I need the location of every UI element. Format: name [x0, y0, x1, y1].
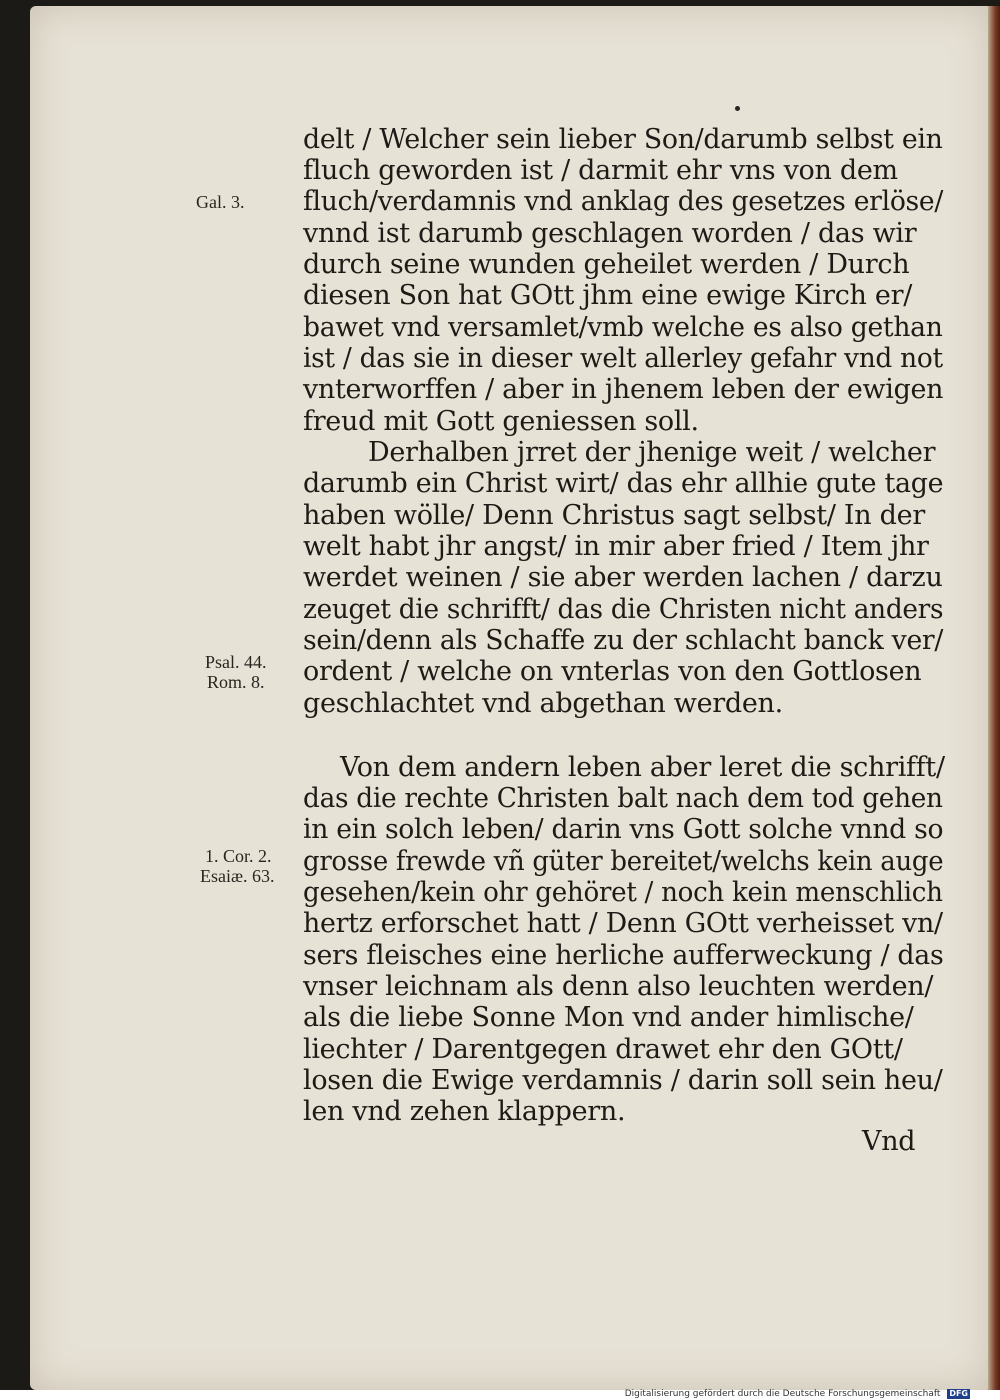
marginal-reference: Esaiæ. 63. — [200, 866, 275, 886]
text-line: sers fleisches eine herliche aufferweckung / das — [303, 940, 944, 971]
text-line: vnnd ist darumb geschlagen worden / das wir — [303, 218, 917, 249]
text-line: delt / Welcher sein lieber Son/darumb selbst ein — [303, 124, 943, 155]
funding-credit: Digitalisierung gefördert durch die Deutsche Forschungsgemeinschaft — [624, 1389, 941, 1399]
footer-credit — [625, 1389, 970, 1400]
text-line: len vnd zehen klappern. — [303, 1096, 626, 1127]
text-line: darumb ein Christ wirt/ das ehr allhie gute tage — [303, 468, 944, 499]
text-line: freud mit Gott geniessen soll. — [303, 406, 699, 437]
text-line: ordent / welche on vnterlas von den Gottlosen — [303, 656, 922, 687]
marginal-reference: Gal. 3. — [196, 192, 245, 212]
text-line: vnser leichnam als denn also leuchten werden/ — [303, 971, 934, 1002]
text-line: das die rechte Christen balt nach dem tod gehen — [303, 783, 943, 814]
text-line: welt habt jhr angst/ in mir aber fried / Item jhr — [303, 531, 929, 562]
text-line: fluch/verdamnis vnd anklag des gesetzes erlöse/ — [303, 186, 944, 217]
text-line: liechter / Darentgegen drawet ehr den GOtt/ — [303, 1034, 903, 1065]
text-line: als die liebe Sonne Mon vnd ander himlische/ — [303, 1002, 914, 1033]
text-line: grosse frewde vñ güter bereitet/welchs kein auge — [303, 846, 944, 877]
ink-mark — [735, 106, 740, 111]
text-line: diesen Son hat GOtt jhm eine ewige Kirch er/ — [303, 280, 913, 311]
marginal-reference: 1. Cor. 2. — [205, 846, 272, 866]
text-line: ist / das sie in dieser welt allerley gefahr vnd not — [303, 343, 943, 374]
text-line: zeuget die schrifft/ das die Christen nicht anders — [303, 594, 944, 625]
text-line: gesehen/kein ohr gehöret / noch kein menschlich — [303, 877, 943, 908]
text-line: durch seine wunden geheilet werden / Durch — [303, 249, 910, 280]
text-line: Von dem andern leben aber leret die schrifft/ — [340, 752, 945, 783]
marginal-reference: Rom. 8. — [207, 672, 265, 692]
marginal-reference: Psal. 44. — [205, 652, 267, 672]
text-line: Derhalben jrret der jhenige weit / welcher — [368, 437, 936, 468]
text-line: in ein solch leben/ darin vns Gott solche vnnd so — [303, 814, 944, 845]
catchword: Vnd — [862, 1126, 916, 1157]
text-line: bawet vnd versamlet/vmb welche es also gethan — [303, 312, 943, 343]
text-line: sein/denn als Schaffe zu der schlacht banck ver/ — [303, 625, 944, 656]
text-line: werdet weinen / sie aber werden lachen / darzu — [303, 562, 943, 593]
page-edge — [988, 6, 1000, 1390]
text-line: losen die Ewige verdamnis / darin soll sein heu/ — [303, 1065, 943, 1096]
text-line: vnterworffen / aber in jhenem leben der ewigen — [303, 374, 944, 405]
text-line: geschlachtet vnd abgethan werden. — [303, 688, 783, 719]
footer-bar — [0, 1390, 1000, 1400]
text-line: hertz erforschet hatt / Denn GOtt verheisset vn/ — [303, 908, 943, 939]
dfg-logo: DFG — [949, 1389, 968, 1398]
text-line: fluch geworden ist / darmit ehr vns von dem — [303, 155, 898, 186]
text-line: haben wölle/ Denn Christus sagt selbst/ In der — [303, 500, 925, 531]
